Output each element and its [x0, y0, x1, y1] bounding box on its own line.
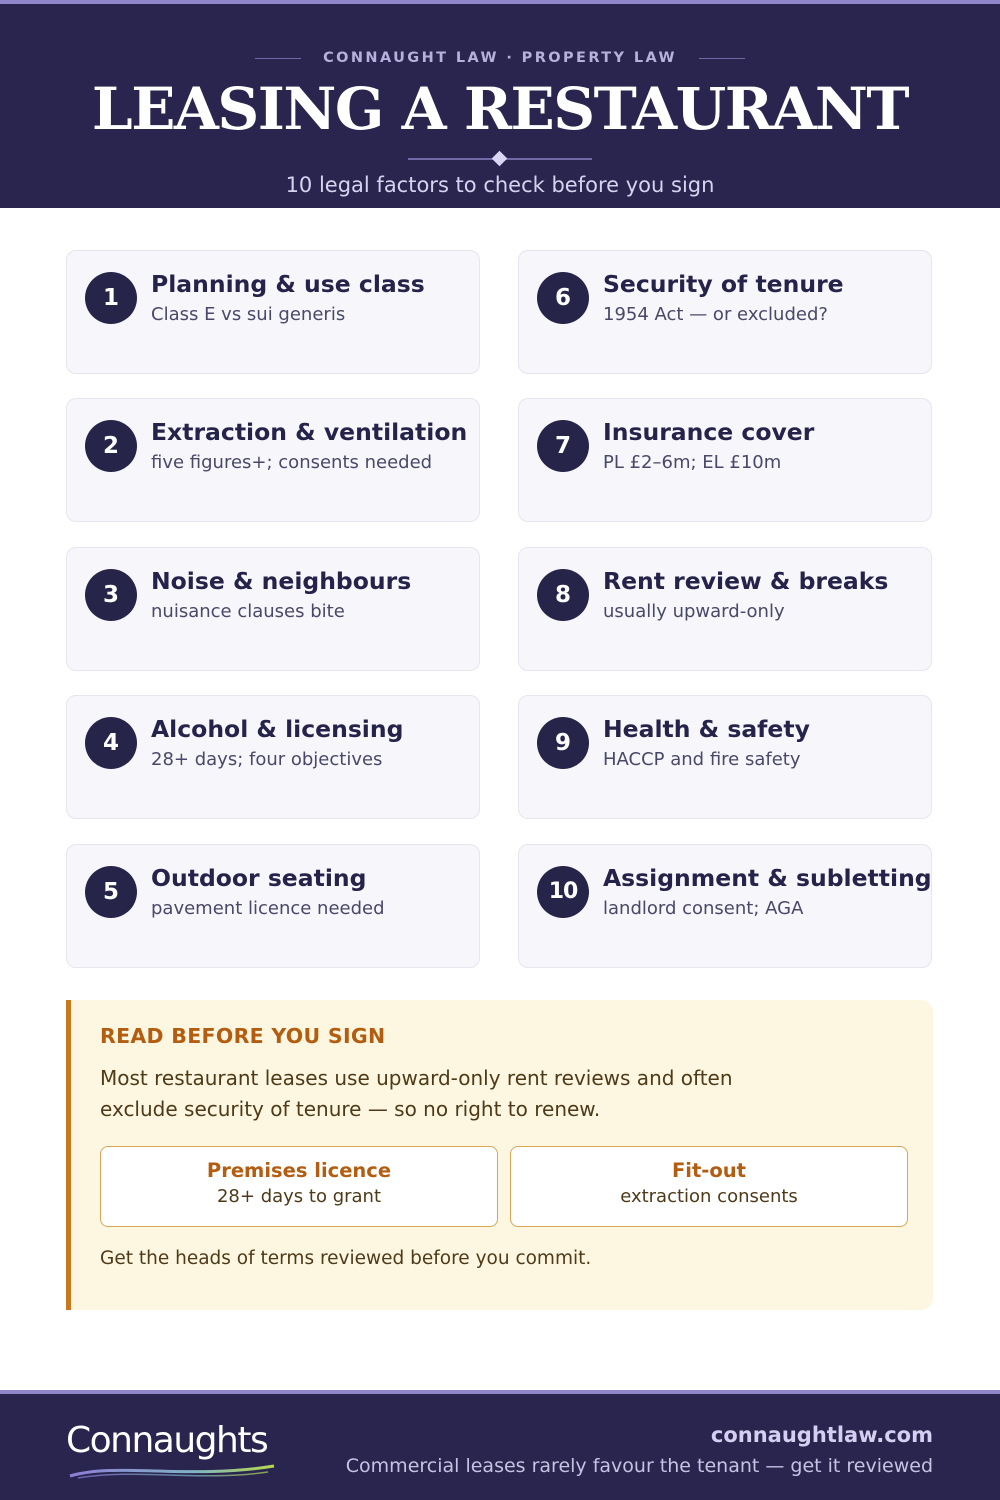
- callout-footer-note: Get the heads of terms reviewed before you commit.: [100, 1248, 592, 1269]
- eyebrow-label: CONNAUGHT LAW · PROPERTY LAW: [323, 50, 677, 66]
- factor-detail: usually upward-only: [603, 601, 785, 622]
- factor-card-8: [518, 547, 932, 671]
- factor-title: Planning & use class: [151, 270, 425, 298]
- mini-box-title: Premises licence: [206, 1159, 392, 1182]
- factor-number-badge: 10: [537, 866, 589, 918]
- factor-card-6: [518, 250, 932, 374]
- factor-number-badge: 1: [85, 272, 137, 324]
- diamond-icon: [492, 151, 508, 167]
- logo-wordmark: Connaughts: [66, 1420, 268, 1461]
- factor-detail: 28+ days; four objectives: [151, 749, 383, 770]
- eyebrow-rule-right: [699, 58, 745, 59]
- factor-number-badge: 7: [537, 420, 589, 472]
- factor-title: Rent review & breaks: [603, 567, 889, 595]
- factor-title: Extraction & ventilation: [151, 418, 468, 446]
- factor-card-1: [66, 250, 480, 374]
- factor-number-badge: 8: [537, 569, 589, 621]
- callout-body: Most restaurant leases use upward-only rent reviews and often exclude security of tenure — so no right to renew.: [100, 1066, 733, 1121]
- eyebrow-rule-left: [255, 58, 301, 59]
- fit-out-box: [510, 1146, 908, 1227]
- connaughts-logo: [66, 1418, 286, 1478]
- footer-tagline: Commercial leases rarely favour the tenant — get it reviewed: [345, 1455, 933, 1477]
- factor-card-10: [518, 844, 932, 968]
- read-before-you-sign-callout: [66, 1000, 933, 1310]
- logo-swoosh-icon: [68, 1458, 278, 1482]
- factor-detail: pavement licence needed: [151, 898, 385, 919]
- factor-detail: 1954 Act — or excluded?: [603, 304, 828, 325]
- callout-heading: READ BEFORE YOU SIGN: [100, 1024, 386, 1048]
- factor-card-7: [518, 398, 932, 522]
- factor-number-badge: 6: [537, 272, 589, 324]
- factor-title: Security of tenure: [603, 270, 844, 298]
- factor-detail: five figures+; consents needed: [151, 452, 433, 473]
- factor-detail: HACCP and fire safety: [603, 749, 801, 770]
- mini-box-detail: extraction consents: [620, 1186, 798, 1207]
- factor-title: Outdoor seating: [151, 864, 367, 892]
- mini-box-detail: 28+ days to grant: [216, 1186, 382, 1207]
- factor-number-badge: 4: [85, 717, 137, 769]
- page-subtitle: 10 legal factors to check before you sign: [285, 173, 715, 197]
- factor-card-3: [66, 547, 480, 671]
- factor-number-badge: 5: [85, 866, 137, 918]
- footer-banner: [0, 1390, 1000, 1500]
- factor-title: Noise & neighbours: [151, 567, 412, 595]
- mini-box-title: Fit-out: [671, 1159, 747, 1182]
- factor-detail: nuisance clauses bite: [151, 601, 345, 622]
- premises-licence-box: [100, 1146, 498, 1227]
- eyebrow-row: [0, 46, 1000, 70]
- factor-detail: landlord consent; AGA: [603, 898, 804, 919]
- website-link[interactable]: connaughtlaw.com: [710, 1423, 933, 1447]
- factor-detail: PL £2–6m; EL £10m: [603, 452, 782, 473]
- factor-card-9: [518, 695, 932, 819]
- factor-card-4: [66, 695, 480, 819]
- factor-title: Health & safety: [603, 715, 810, 743]
- factor-detail: Class E vs sui generis: [151, 304, 346, 325]
- header-banner: [0, 0, 1000, 208]
- factor-title: Alcohol & licensing: [151, 715, 404, 743]
- factor-card-2: [66, 398, 480, 522]
- page-title: LEASING A RESTAURANT: [91, 75, 909, 143]
- factor-number-badge: 2: [85, 420, 137, 472]
- factor-number-badge: 9: [537, 717, 589, 769]
- factor-title: Assignment & subletting: [603, 864, 932, 892]
- factor-title: Insurance cover: [603, 418, 815, 446]
- factor-number-badge: 3: [85, 569, 137, 621]
- factor-card-5: [66, 844, 480, 968]
